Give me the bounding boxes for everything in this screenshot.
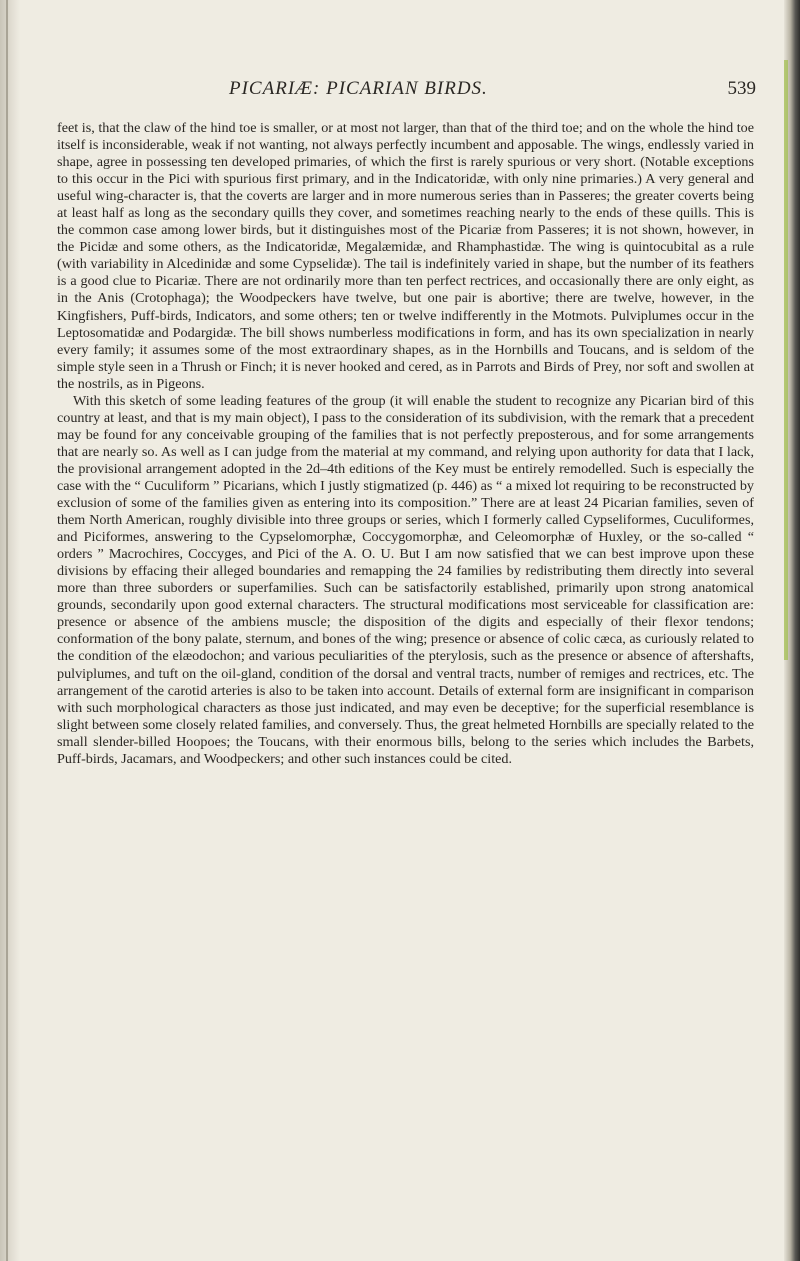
binding-line <box>6 0 8 1261</box>
scan-edge-left <box>0 0 20 1261</box>
page-header <box>56 76 756 104</box>
paragraph: feet is, that the claw of the hind toe is smaller, or at most not larger, than that of the third toe; and on the whole the hind toe itself is inconsiderable, weak if not wanting, not always perfectly incumbent and apposable. The wings, endlessly varied in shape, agree in possessing ten developed primaries, of which the first is rarely spurious or very short. (Notable exceptions to this occur in the Pici with spurious first primary, and in the Indicatoridæ, with only nine primaries.) A very general and useful wing-character is, that the coverts are larger and in more numerous series than in Passeres; the greater coverts being at least half as long as the secondary quills they cover, and sometimes reaching nearly to the ends of these quills. This is the common case among lower birds, but it distinguishes most of the Picariæ from Passeres; it is not shown, however, in the Picidæ and some others, as the Indicatoridæ, Megalæmidæ, and Rhamphastidæ. The wing is quintocubital as a rule (with variability in Alcedinidæ and some Cypselidæ). The tail is indefinitely varied in shape, but the number of its feathers is a good clue to Picariæ. There are not ordinarily more than ten perfect rectrices, and occasionally there are only eight, as in the Anis (Crotophaga); the Woodpeckers have twelve, but one pair is abortive; there are twelve, however, in the Kingfishers, Puff-birds, Indicators, and some others; ten or twelve indifferently in the Motmots. Pulviplumes occur in the Leptosomatidæ and Podargidæ. The bill shows numberless modifications in form, and has its own specialization in nearly every family; it assumes some of the most extraordinary shapes, as in the Hornbills and Toucans, and is seldom of the simple style seen in a Thrush or Finch; it is never hooked and cered, as in Parrots and Birds of Prey, nor soft and swollen at the nostrils, as in Pigeons. <box>57 120 754 392</box>
body-text <box>57 120 754 768</box>
page-number: 539 <box>727 78 756 99</box>
running-head: PICARIÆ: PICARIAN BIRDS. <box>229 78 488 99</box>
scan-edge-tint <box>784 60 788 660</box>
paragraph: With this sketch of some leading features of the group (it will enable the student to recognize any Picarian bird of this country at least, and that is my main object), I pass to the consideration of its subdivision, with the remark that a precedent may be found for any conceivable grouping of the families that is not perfectly preposterous, and for some arrangements that are nearly so. As well as I can judge from the material at my command, and relying upon authority for data that I lack, the provisional arrangement adopted in the 2d–4th editions of the Key must be entirely remodelled. Such is especially the case with the “ Cuculiform ” Picarians, which I justly stigmatized (p. 446) as “ a mixed lot requiring to be reconstructed by exclusion of some of the families given as entering into its composition.” There are at least 24 Picarian families, seven of them North American, roughly divisible into three groups or series, which I formerly called Cypseliformes, Cuculiformes, and Piciformes, answering to the Cypselomorphæ, Coccygomorphæ, and Celeomorphæ of Huxley, or the so-called “ orders ” Macrochires, Coccyges, and Pici of the A. O. U. But I am now satisfied that we can best improve upon these divisions by effacing their alleged boundaries and remapping the 24 families by redistributing them directly into several more than three suborders or superfamilies. Such can be satisfactorily established, primarily upon strong anatomical grounds, secondarily upon good external characters. The structural modifications most serviceable for classification are: presence or absence of the ambiens muscle; the disposition of the digits and especially of their flexor tendons; conformation of the bony palate, sternum, and bones of the wing; presence or absence of colic cæca, as curiously related to the condition of the elæodochon; and various peculiarities of the pterylosis, such as the presence or absence of aftershafts, pulviplumes, and tuft on the oil-gland, condition of the dorsal and ventral tracts, number of remiges and rectrices, etc. The arrangement of the carotid arteries is also to be taken into account. Details of external form are insignificant in comparison with such morphological characters as those just indicated, and may even be deceptive; for the superficial resemblance is slight between some closely related families, and conversely. Thus, the great helmeted Hornbills are specially related to the small slender-billed Hoopoes; the Toucans, with their enormous bills, belong to the series which includes the Barbets, Puff-birds, Jacamars, and Woodpeckers; and other such instances could be cited. <box>57 392 754 767</box>
